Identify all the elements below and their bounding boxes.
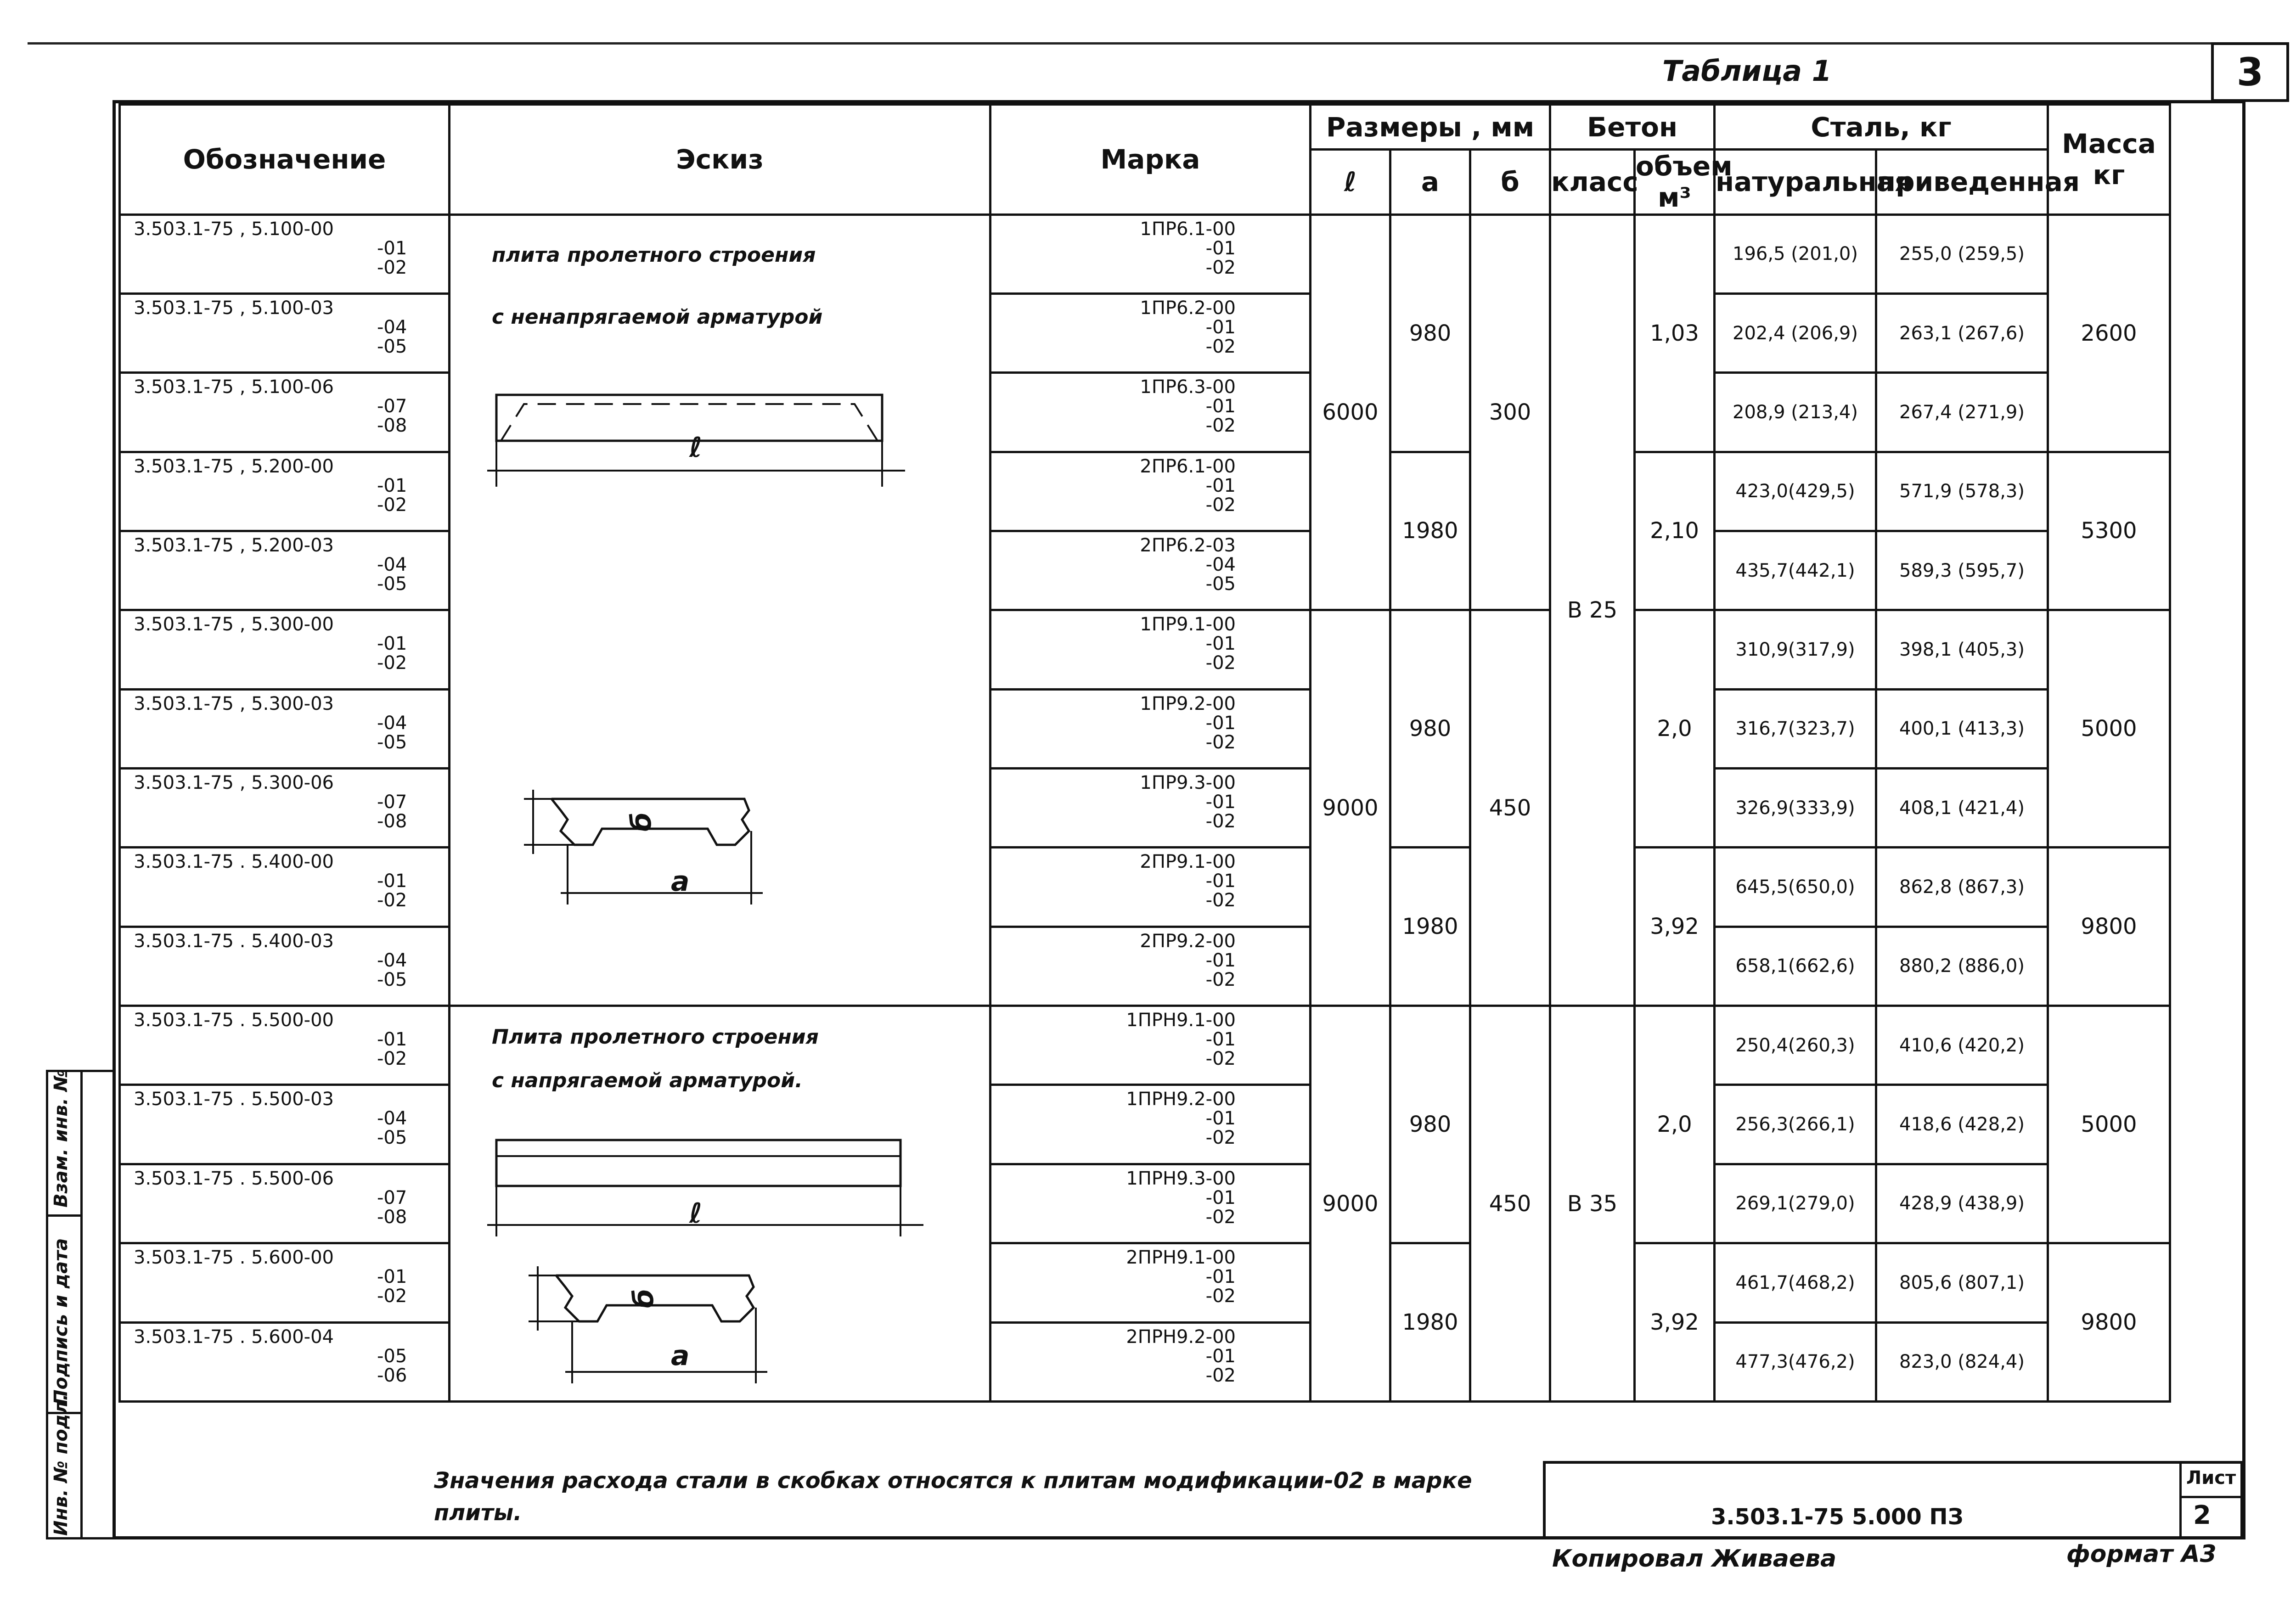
dim-a-cell: 980 [1390, 1006, 1470, 1243]
header-dimensions: Размеры , мм [1311, 105, 1550, 150]
steel-natural-cell: 326,9(333,9) [1715, 769, 1876, 848]
dim-a-cell: 1980 [1390, 1243, 1470, 1402]
header-mass: Масса кг [2048, 105, 2170, 215]
header-natural: натуральная [1715, 150, 1876, 214]
volume-cell: 3,92 [1635, 848, 1715, 1006]
header-mark: Марка [990, 105, 1311, 215]
steel-natural-cell: 202,4 (206,9) [1715, 293, 1876, 372]
stamp-list-number: 2 [2193, 1500, 2211, 1530]
mark-cell: 1ПРН9.1-00 -01 -02 [990, 1006, 1311, 1085]
mark-cell: 1ПР6.3-00 -01 -02 [990, 373, 1311, 452]
designation-cell: 3.503.1-75 . 5.600-00 -01 -02 [120, 1243, 450, 1322]
header-steel: Сталь, кг [1715, 105, 2048, 150]
dim-b-cell: 300 [1470, 214, 1550, 610]
header-class: класс [1550, 150, 1635, 214]
sketch-upper-label-b: б [625, 812, 658, 831]
steel-natural-cell: 250,4(260,3) [1715, 1006, 1876, 1085]
steel-reduced-cell: 400,1 (413,3) [1876, 689, 2048, 768]
mark-cell: 2ПР9.2-00 -01 -02 [990, 927, 1311, 1006]
footnote-line1: Значения расхода стали в скобках относятся к плитам модификации-02 в марке [434, 1468, 1472, 1494]
header-designation: Обозначение [120, 105, 450, 215]
steel-reduced-cell: 255,0 (259,5) [1876, 214, 2048, 293]
dim-l-cell: 9000 [1311, 1006, 1390, 1402]
side-label-replace: Взам. инв. № [51, 1069, 72, 1208]
steel-reduced-cell: 263,1 (267,6) [1876, 293, 2048, 372]
designation-cell: 3.503.1-75 , 5.200-00 -01 -02 [120, 452, 450, 531]
designation-cell: 3.503.1-75 , 5.200-03 -04 -05 [120, 531, 450, 610]
mass-cell: 9800 [2048, 1243, 2170, 1402]
sheet-corner-number: 3 [2211, 42, 2289, 102]
designation-cell: 3.503.1-75 . 5.500-00 -01 -02 [120, 1006, 450, 1085]
header-dim-l: ℓ [1311, 150, 1390, 214]
header-sketch: Эскиз [450, 105, 990, 215]
designation-cell: 3.503.1-75 , 5.100-03 -04 -05 [120, 293, 450, 372]
designation-cell: 3.503.1-75 , 5.100-06 -07 -08 [120, 373, 450, 452]
designation-cell: 3.503.1-75 . 5.400-00 -01 -02 [120, 848, 450, 927]
steel-reduced-cell: 571,9 (578,3) [1876, 452, 2048, 531]
designation-cell: 3.503.1-75 , 5.300-03 -04 -05 [120, 689, 450, 768]
sketch-upper-cell [450, 214, 990, 1006]
stamp-divider [2179, 1496, 2244, 1498]
steel-reduced-cell: 862,8 (867,3) [1876, 848, 2048, 927]
sketch-lower-label-l: ℓ [689, 1197, 703, 1230]
sketch-lower-line2: с напрягаемой арматурой. [492, 1069, 803, 1093]
volume-cell: 2,10 [1635, 452, 1715, 610]
header-reduced: приведенная [1876, 150, 2048, 214]
side-strip-divider [48, 1214, 80, 1217]
designation-cell: 3.503.1-75 , 5.300-06 -07 -08 [120, 769, 450, 848]
footnote-line2: плиты. [434, 1500, 522, 1526]
dim-a-cell: 980 [1390, 610, 1470, 848]
sketch-lower-cell [450, 1006, 990, 1402]
slab-elevation-sketch [478, 376, 937, 583]
mark-cell: 1ПР9.3-00 -01 -02 [990, 769, 1311, 848]
copied-by: Копировал Живаева [1552, 1545, 1837, 1573]
mark-cell: 2ПРН9.1-00 -01 -02 [990, 1243, 1311, 1322]
dim-l-cell: 9000 [1311, 610, 1390, 1006]
table-title: Таблица 1 [1662, 54, 1832, 88]
steel-reduced-cell: 589,3 (595,7) [1876, 531, 2048, 610]
sketch-upper-line1: плита пролетного строения [492, 243, 816, 267]
footnote [434, 1465, 1536, 1529]
mark-cell: 1ПР9.2-00 -01 -02 [990, 689, 1311, 768]
sketch-upper-label-a: а [671, 865, 690, 898]
steel-natural-cell: 435,7(442,1) [1715, 531, 1876, 610]
mass-cell: 5000 [2048, 610, 2170, 848]
steel-natural-cell: 461,7(468,2) [1715, 1243, 1876, 1322]
designation-cell: 3.503.1-75 . 5.600-04 -05 -06 [120, 1322, 450, 1401]
mark-cell: 1ПР6.2-00 -01 -02 [990, 293, 1311, 372]
volume-cell: 2,0 [1635, 610, 1715, 848]
steel-reduced-cell: 398,1 (405,3) [1876, 610, 2048, 689]
dim-a-cell: 1980 [1390, 848, 1470, 1006]
steel-natural-cell: 269,1(279,0) [1715, 1164, 1876, 1243]
volume-cell: 1,03 [1635, 214, 1715, 452]
steel-natural-cell: 310,9(317,9) [1715, 610, 1876, 689]
stamp-divider [2179, 1464, 2182, 1537]
side-label-inv: Инв. № подл. [51, 1393, 72, 1536]
mark-cell: 1ПР9.1-00 -01 -02 [990, 610, 1311, 689]
steel-reduced-cell: 428,9 (438,9) [1876, 1164, 2048, 1243]
sketch-lower-line1: Плита пролетного строения [492, 1025, 819, 1049]
designation-cell: 3.503.1-75 . 5.400-03 -04 -05 [120, 927, 450, 1006]
mark-cell: 2ПР9.1-00 -01 -02 [990, 848, 1311, 927]
header-concrete: Бетон [1550, 105, 1715, 150]
sketch-lower-label-b: б [627, 1289, 660, 1309]
mark-cell: 1ПР6.1-00 -01 -02 [990, 214, 1311, 293]
header-volume: объем м³ [1635, 150, 1715, 214]
mass-cell: 5000 [2048, 1006, 2170, 1243]
dim-b-cell: 450 [1470, 610, 1550, 1006]
mark-cell: 1ПРН9.3-00 -01 -02 [990, 1164, 1311, 1243]
steel-natural-cell: 658,1(662,6) [1715, 927, 1876, 1006]
volume-cell: 3,92 [1635, 1243, 1715, 1402]
prestressed-slab-section-sketch [524, 1264, 845, 1402]
dim-l-cell: 6000 [1311, 214, 1390, 610]
steel-reduced-cell: 408,1 (421,4) [1876, 769, 2048, 848]
title-stamp [1543, 1461, 2243, 1539]
steel-natural-cell: 645,5(650,0) [1715, 848, 1876, 927]
steel-reduced-cell: 418,6 (428,2) [1876, 1085, 2048, 1164]
volume-cell: 2,0 [1635, 1006, 1715, 1243]
slab-section-sketch [519, 785, 841, 937]
class-cell: В 25 [1550, 214, 1635, 1006]
mass-cell: 5300 [2048, 452, 2170, 610]
class-cell: В 35 [1550, 1006, 1635, 1402]
header-dim-a: а [1390, 150, 1470, 214]
sketch-upper-line2: с ненапрягаемой арматурой [492, 305, 823, 329]
side-label-sign: Подпись и дата [51, 1238, 72, 1405]
designation-cell: 3.503.1-75 . 5.500-06 -07 -08 [120, 1164, 450, 1243]
steel-natural-cell: 316,7(323,7) [1715, 689, 1876, 768]
specification-table [118, 103, 2171, 1403]
steel-reduced-cell: 267,4 (271,9) [1876, 373, 2048, 452]
steel-natural-cell: 208,9 (213,4) [1715, 373, 1876, 452]
sketch-lower-label-a: а [671, 1340, 690, 1372]
sketch-upper-label-l: ℓ [689, 431, 703, 464]
dim-a-cell: 980 [1390, 214, 1470, 452]
mark-cell: 1ПРН9.2-00 -01 -02 [990, 1085, 1311, 1164]
prestressed-slab-elevation-sketch [478, 1131, 937, 1250]
stamp-code: 3.503.1-75 5.000 ПЗ [1711, 1504, 1964, 1530]
steel-natural-cell: 423,0(429,5) [1715, 452, 1876, 531]
designation-cell: 3.503.1-75 . 5.500-03 -04 -05 [120, 1085, 450, 1164]
steel-natural-cell: 196,5 (201,0) [1715, 214, 1876, 293]
mark-cell: 2ПР6.1-00 -01 -02 [990, 452, 1311, 531]
dim-b-cell: 450 [1470, 1006, 1550, 1402]
stamp-list-label: Лист [2186, 1467, 2236, 1489]
steel-reduced-cell: 805,6 (807,1) [1876, 1243, 2048, 1322]
designation-cell: 3.503.1-75 , 5.300-00 -01 -02 [120, 610, 450, 689]
steel-reduced-cell: 880,2 (886,0) [1876, 927, 2048, 1006]
designation-cell: 3.503.1-75 , 5.100-00 -01 -02 [120, 214, 450, 293]
mass-cell: 2600 [2048, 214, 2170, 452]
sheet-format: формат А3 [2066, 1540, 2217, 1568]
mass-cell: 9800 [2048, 848, 2170, 1006]
top-rule [28, 42, 2223, 45]
mark-cell: 2ПР6.2-03 -04 -05 [990, 531, 1311, 610]
steel-reduced-cell: 823,0 (824,4) [1876, 1322, 2048, 1401]
side-strip-divider [80, 1072, 83, 1537]
dim-a-cell: 1980 [1390, 452, 1470, 610]
steel-natural-cell: 477,3(476,2) [1715, 1322, 1876, 1401]
steel-reduced-cell: 410,6 (420,2) [1876, 1006, 2048, 1085]
steel-natural-cell: 256,3(266,1) [1715, 1085, 1876, 1164]
mark-cell: 2ПРН9.2-00 -01 -02 [990, 1322, 1311, 1401]
header-dim-b: б [1470, 150, 1550, 214]
